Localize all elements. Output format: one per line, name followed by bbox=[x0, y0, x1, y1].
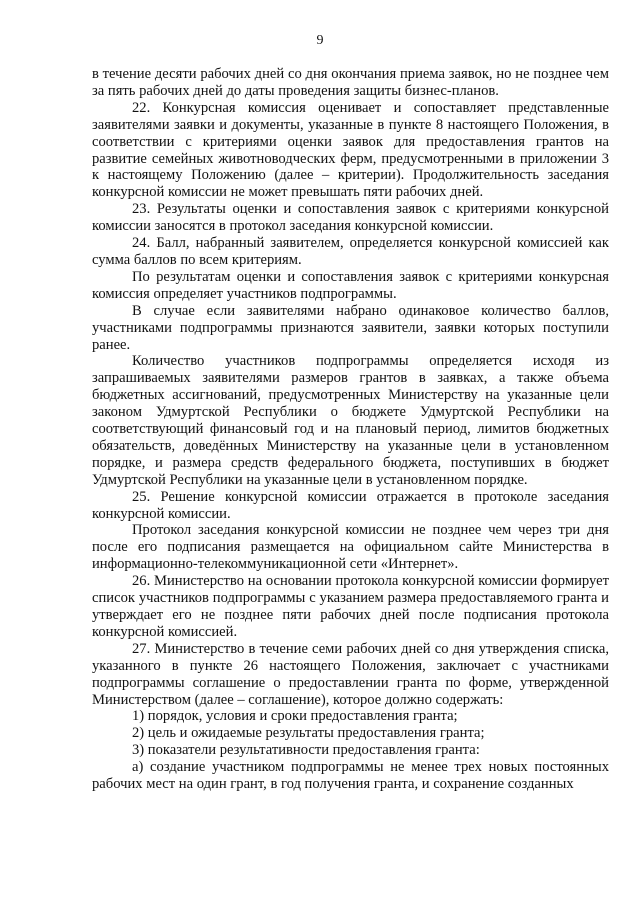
paragraph-clause-22: 22. Конкурсная комиссия оценивает и сопоставляет представленные заявителями заявки и документы, указанные в пункте 8 настоящего Положения, в соответствии с критериями оценки заявок для предоставления грантов на развитие семейных животноводческих ферм, предусмотренными в приложении 3 к настоящему Положению (далее – критерии). Продолжительность заседания конкурсной комиссии не может превышать пяти рабочих дней. bbox=[92, 99, 609, 201]
list-item-3: 3) показатели результативности предоставления гранта: bbox=[132, 742, 480, 759]
paragraph-clause-25: 25. Решение конкурсной комиссии отражается в протоколе заседания конкурсной комиссии. bbox=[92, 488, 609, 522]
paragraph-clause-23: 23. Результаты оценки и сопоставления заявок с критериями конкурсной комиссии заносятся в протокол заседания конкурсной комиссии. bbox=[92, 201, 609, 235]
paragraph-participant-count: Количество участников подпрограммы определяется исходя из запрашиваемых заявителями размеров грантов в заявках, а также объема бюджетных ассигнований, предусмотренных Министерству на указанные цели законом Удмуртской Республики о бюджете Удмуртской Республики на соответствующий финансовый год и на плановый период, лимитов бюджетных обязательств, доведённых Министерству на указанные цели в установленном порядке, и размера средств федерального бюджета, поступивших в бюджет Удмуртской Республики на указанные цели в установленном порядке. bbox=[92, 353, 609, 488]
list-subitem-a: а) создание участником подпрограммы не менее трех новых постоянных рабочих мест на один грант, в год получения гранта, и сохранение созданных bbox=[92, 759, 609, 793]
page-number: 9 bbox=[316, 33, 324, 48]
paragraph-equal-scores: В случае если заявителями набрано одинаковое количество баллов, участниками подпрограммы признаются заявители, заявки которых поступили ранее. bbox=[92, 302, 609, 353]
document-body bbox=[92, 66, 609, 793]
paragraph-clause-26: 26. Министерство на основании протокола конкурсной комиссии формирует список участников подпрограммы с указанием размера предоставляемого гранта и утверждает его не позднее пяти рабочих дней после подписания протокола конкурсной комиссией. bbox=[92, 573, 609, 640]
paragraph-continuation: в течение десяти рабочих дней со дня окончания приема заявок, но не позднее чем за пять рабочих дней до даты проведения защиты бизнес-планов. bbox=[92, 66, 609, 99]
paragraph-protocol-publication: Протокол заседания конкурсной комиссии не позднее чем через три дня после его подписания размещается на официальном сайте Министерства в информационно-телекоммуникационной сети «Интернет». bbox=[92, 522, 609, 573]
list-item-1: 1) порядок, условия и сроки предоставления гранта; bbox=[132, 708, 458, 725]
paragraph-clause-27: 27. Министерство в течение семи рабочих дней со дня утверждения списка, указанного в пункте 26 настоящего Положения, заключает с участниками подпрограммы соглашение о предоставлении гранта по форме, утвержденной Министерством (далее – соглашение), которое должно содержать: bbox=[92, 640, 609, 708]
list-item-2: 2) цель и ожидаемые результаты предоставления гранта; bbox=[132, 725, 485, 742]
paragraph-clause-24: 24. Балл, набранный заявителем, определяется конкурсной комиссией как сумма баллов по всем критериям. bbox=[92, 235, 609, 268]
paragraph-participants: По результатам оценки и сопоставления заявок с критериями конкурсная комиссия определяет участников подпрограммы. bbox=[92, 268, 609, 302]
